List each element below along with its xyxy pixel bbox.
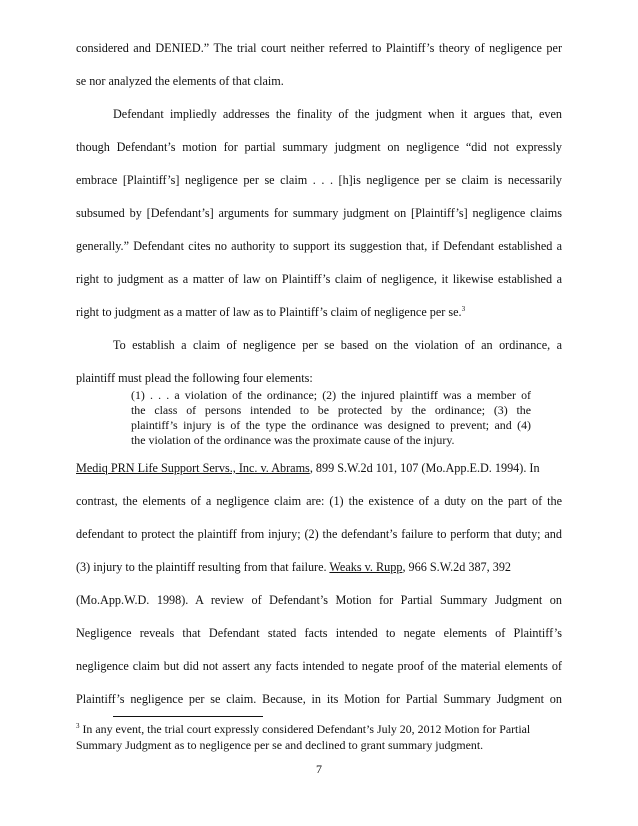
blockquote-line-2: the class of persons intended to be protected by the ordinance; (3) the: [131, 403, 531, 417]
body-line-15: [76, 560, 562, 575]
body-line-8: right to judgment as a matter of law on Plaintiff’s claim of negligence, it likewise established a: [76, 272, 562, 286]
footnote-marker: 3: [76, 722, 80, 731]
body-line-12-rest: , 899 S.W.2d 101, 107 (Mo.App.E.D. 1994). In: [309, 461, 540, 475]
blockquote-line-1: (1) . . . a violation of the ordinance; (2) the injured plaintiff was a member of: [131, 388, 531, 402]
body-line-18: negligence claim but did not assert any facts intended to negate proof of the material elements of: [76, 659, 562, 673]
case-citation-mediq: Mediq PRN Life Support Servs., Inc. v. Abrams: [76, 461, 310, 475]
footnote-line-1: [76, 722, 562, 737]
body-line-5: embrace [Plaintiff’s] negligence per se claim . . . [h]is negligence per se claim is necessarily: [76, 173, 562, 187]
body-line-6: subsumed by [Defendant’s] arguments for summary judgment on [Plaintiff’s] negligence claims: [76, 206, 562, 220]
body-line-2: se nor analyzed the elements of that claim.: [76, 74, 284, 88]
footnote-reference: 3: [461, 305, 466, 313]
body-line-17: Negligence reveals that Defendant stated facts intended to negate elements of Plaintiff’s: [76, 626, 562, 640]
case-citation-weaks: Weaks v. Rupp: [329, 560, 403, 574]
body-line-9: [76, 305, 562, 320]
blockquote-line-4: the violation of the ordinance was the proximate cause of the injury.: [131, 433, 455, 447]
body-line-3: Defendant impliedly addresses the finality of the judgment when it argues that, even: [113, 107, 562, 121]
body-line-13: contrast, the elements of a negligence claim are: (1) the existence of a duty on the part of the: [76, 494, 562, 508]
body-line-9-text: right to judgment as a matter of law as to Plaintiff’s claim of negligence per se.: [76, 305, 462, 319]
body-line-16: (Mo.App.W.D. 1998). A review of Defendant’s Motion for Partial Summary Judgment on: [76, 593, 562, 607]
body-line-15-b: , 966 S.W.2d 387, 392: [402, 560, 512, 574]
body-line-12: [76, 461, 562, 476]
page-number: 7: [316, 762, 322, 776]
body-line-19: Plaintiff’s negligence per se claim. Because, in its Motion for Partial Summary Judgment on: [76, 692, 562, 706]
body-line-15-a: (3) injury to the plaintiff resulting from that failure.: [76, 560, 330, 574]
blockquote-line-3: plaintiff’s injury is of the type the ordinance was designed to prevent; and (4): [131, 418, 531, 432]
body-line-1: considered and DENIED.” The trial court neither referred to Plaintiff’s theory of negligence per: [76, 41, 562, 55]
body-line-4: though Defendant’s motion for partial summary judgment on negligence “did not expressly: [76, 140, 562, 154]
body-line-7: generally.” Defendant cites no authority to support its suggestion that, if Defendant established a: [76, 239, 562, 253]
footnote-line-2: Summary Judgment as to negligence per se and declined to grant summary judgment.: [76, 738, 484, 752]
body-line-11: plaintiff must plead the following four elements:: [76, 371, 313, 385]
footnote-line-1-text: In any event, the trial court expressly considered Defendant’s July 20, 2012 Motion for Partial: [79, 722, 531, 736]
footnote-divider: [113, 716, 263, 717]
body-line-14: defendant to protect the plaintiff from injury; (2) the defendant’s failure to perform that duty; and: [76, 527, 562, 541]
body-line-10: To establish a claim of negligence per se based on the violation of an ordinance, a: [113, 338, 562, 352]
